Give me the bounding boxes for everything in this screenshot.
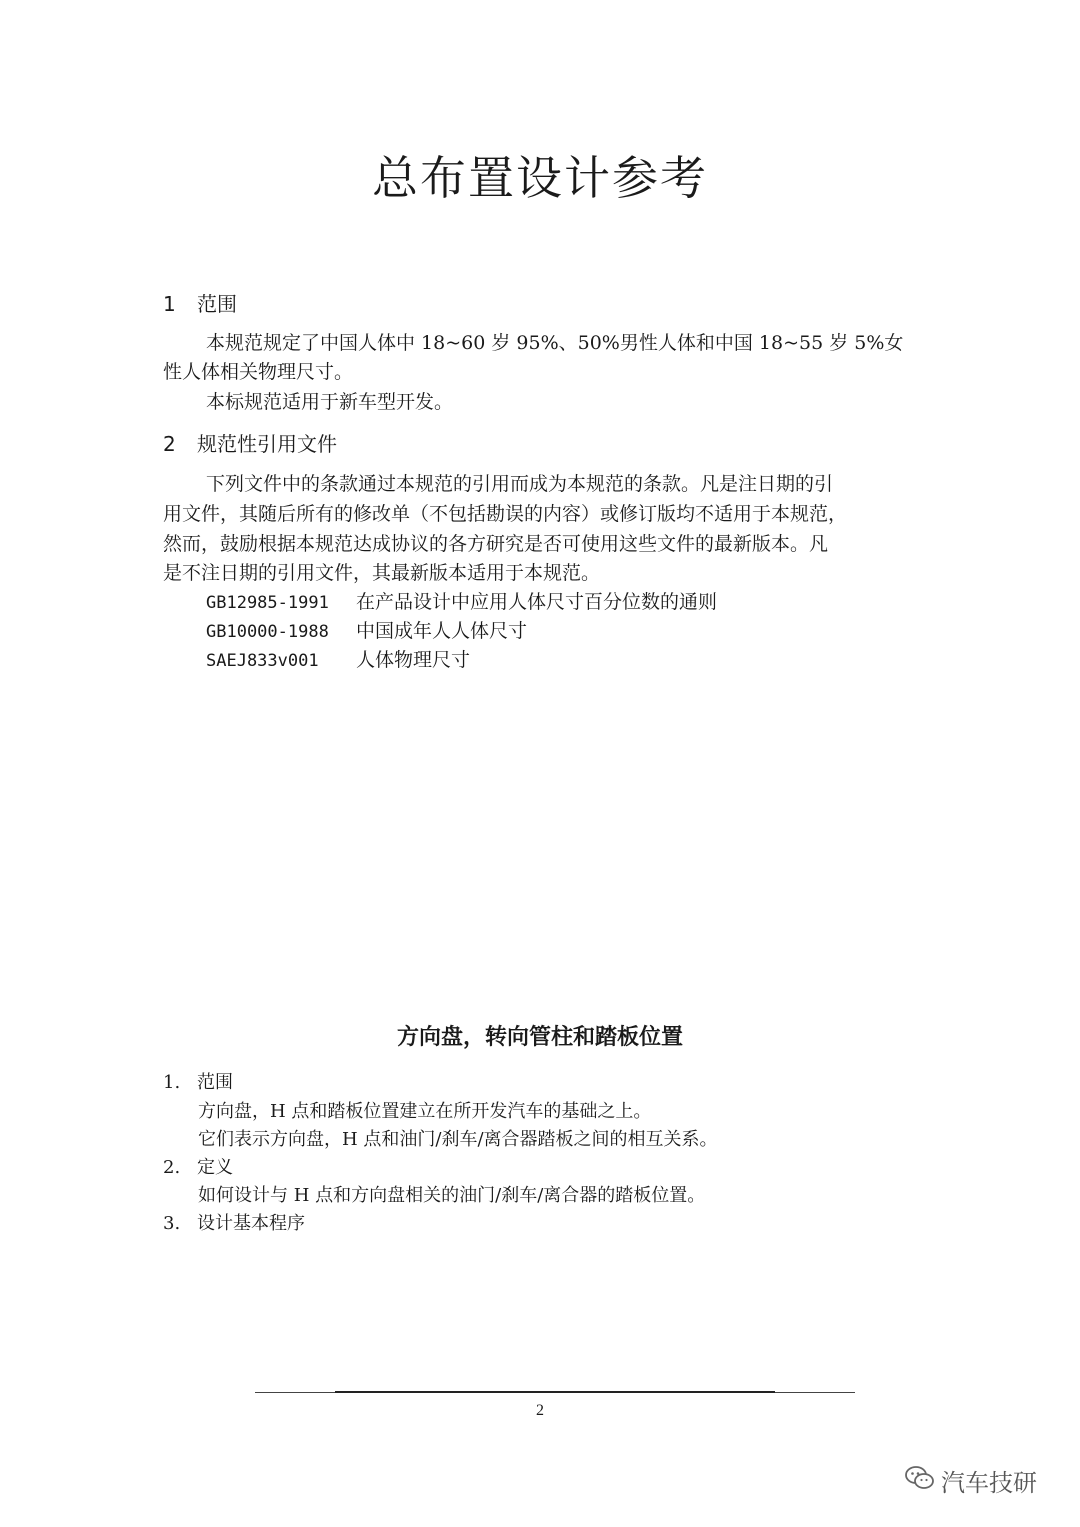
paragraph-line: 下列文件中的条款通过本规范的引用而成为本规范的条款。凡是注日期的引 bbox=[206, 473, 834, 495]
reference-code: SAEJ833v001 bbox=[206, 651, 319, 671]
list-item bbox=[163, 1209, 305, 1235]
list-number: 2. bbox=[163, 1157, 181, 1178]
footer-divider-accent bbox=[335, 1391, 775, 1393]
section-title: 范围 bbox=[197, 292, 237, 316]
paragraph-line: 方向盘，H 点和踏板位置建立在所开发汽车的基础之上。 bbox=[198, 1101, 652, 1122]
watermark-text: 汽车技研 bbox=[941, 1469, 1037, 1497]
reference-code: GB10000-1988 bbox=[206, 622, 329, 642]
list-item bbox=[163, 1068, 233, 1094]
page-number: 2 bbox=[536, 1402, 544, 1419]
list-label: 范围 bbox=[197, 1072, 233, 1093]
paragraph-line: 性人体相关物理尺寸。 bbox=[163, 361, 354, 383]
list-label: 设计基本程序 bbox=[197, 1213, 305, 1234]
section-number: 1 bbox=[163, 292, 176, 316]
reference-title: 在产品设计中应用人体尺寸百分位数的通则 bbox=[356, 591, 718, 613]
paragraph-line: 本标规范适用于新车型开发。 bbox=[206, 391, 454, 413]
paragraph-line: 如何设计与 H 点和方向盘相关的油门/刹车/离合器的踏板位置。 bbox=[198, 1185, 706, 1206]
paragraph-line: 是不注日期的引用文件，其最新版本适用于本规范。 bbox=[163, 562, 601, 584]
list-label: 定义 bbox=[197, 1157, 233, 1178]
reference-item bbox=[206, 645, 470, 672]
reference-code: GB12985-1991 bbox=[206, 593, 329, 613]
list-item bbox=[163, 1153, 233, 1179]
reference-title: 人体物理尺寸 bbox=[356, 649, 471, 671]
paragraph-line: 用文件，其随后所有的修改单（不包括勘误的内容）或修订版均不适用于本规范， bbox=[163, 503, 848, 525]
section-number: 2 bbox=[163, 432, 176, 456]
watermark bbox=[905, 1463, 1037, 1498]
paragraph-line: 它们表示方向盘，H 点和油门/刹车/离合器踏板之间的相互关系。 bbox=[198, 1129, 718, 1150]
wechat-icon bbox=[905, 1465, 935, 1497]
section-title: 规范性引用文件 bbox=[197, 432, 337, 456]
document-title: 总布置设计参考 bbox=[372, 151, 708, 205]
list-number: 1. bbox=[163, 1072, 181, 1093]
paragraph-line: 然而，鼓励根据本规范达成协议的各方研究是否可使用这些文件的最新版本。凡 bbox=[163, 533, 829, 555]
subtitle: 方向盘，转向管柱和踏板位置 bbox=[396, 1025, 683, 1050]
section-2-heading bbox=[163, 428, 337, 457]
list-number: 3. bbox=[163, 1213, 181, 1234]
reference-item bbox=[206, 616, 527, 643]
paragraph-line: 本规范规定了中国人体中 18~60 岁 95%、50%男性人体和中国 18~55 岁 5%女 bbox=[206, 332, 904, 354]
reference-title: 中国成年人人体尺寸 bbox=[356, 620, 528, 642]
section-1-heading bbox=[163, 288, 237, 317]
reference-item bbox=[206, 587, 717, 614]
